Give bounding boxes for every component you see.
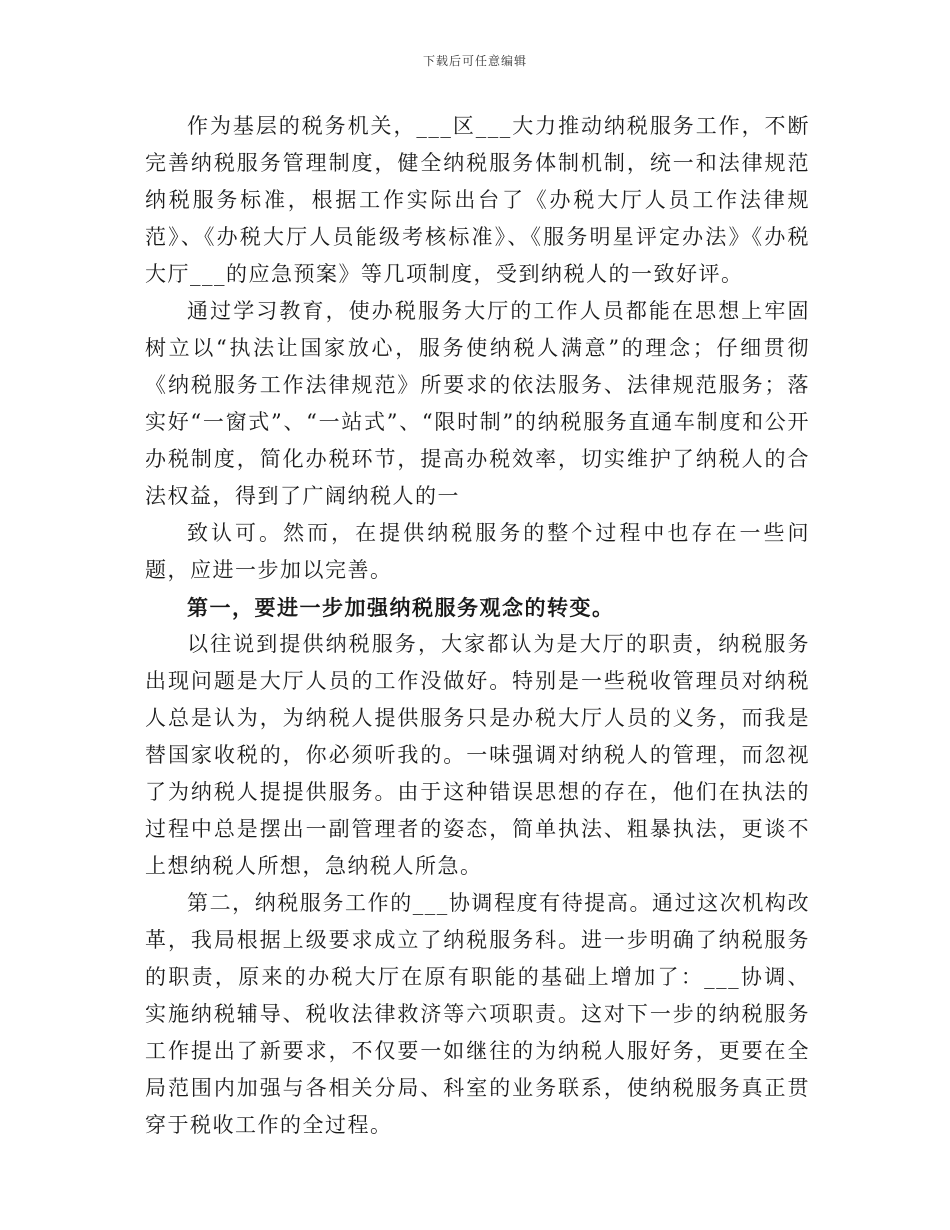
paragraph-3: 致认可。然而，在提供纳税服务的整个过程中也存在一些问题，应进一步加以完善。 [145, 521, 810, 582]
document-body [145, 108, 810, 1144]
paragraph-4: 以往说到提供纳税服务，大家都认为是大厅的职责，纳税服务出现问题是大厅人员的工作没做好。特别是一些税收管理员对纳税人总是认为，为纳税人提供服务只是办税大厅人员的义务，而我是替国家收税的，你必须听我的。一味强调对纳税人的管理，而忽视了为纳税人提提供服务。由于这种错误思想的存在，他们在执法的过程中总是摆出一副管理者的姿态，简单执法、粗暴执法，更谈不上想纳税人所想，急纳税人所急。 [145, 632, 810, 878]
page-header: 下载后可任意编辑 [422, 54, 527, 68]
paragraph-2: 通过学习教育，使办税服务大厅的工作人员都能在思想上牢固树立以“执法让国家放心，服务使纳税人满意”的理念；仔细贯彻《纳税服务工作法律规范》所要求的依法服务、法律规范服务；落实好“一窗式”、“一站式”、“限时制”的纳税服务直通车制度和公开办税制度，简化办税环节，提高办税效率，切实维护了纳税人的合法权益，得到了广阔纳税人的一 [145, 299, 810, 508]
paragraph-1: 作为基层的税务机关，___区___大力推动纳税服务工作，不断完善纳税服务管理制度，健全纳税服务体制机制，统一和法律规范纳税服务标准，根据工作实际出台了《办税大厅人员工作法律规范》、《办税大厅人员能级考核标准》、《服务明星评定办法》《办税大厅___的应急预案》等几项制度，受到纳税人的一致好评。 [145, 114, 810, 286]
paragraph-5: 第二，纳税服务工作的___协调程度有待提高。通过这次机构改革，我局根据上级要求成立了纳税服务科。进一步明确了纳税服务的职责，原来的办税大厅在原有职能的基础上增加了：___协调、实施纳税辅导、税收法律救济等六项职责。这对下一步的纳税服务工作提出了新要求，不仅要一如继往的为纳税人服好务，更要在全局范围内加强与各相关分局、科室的业务联系，使纳税服务真正贯穿于税收工作的全过程。 [145, 891, 810, 1137]
section-heading-1: 第一，要进一步加强纳税服务观念的转变。 [187, 595, 615, 620]
